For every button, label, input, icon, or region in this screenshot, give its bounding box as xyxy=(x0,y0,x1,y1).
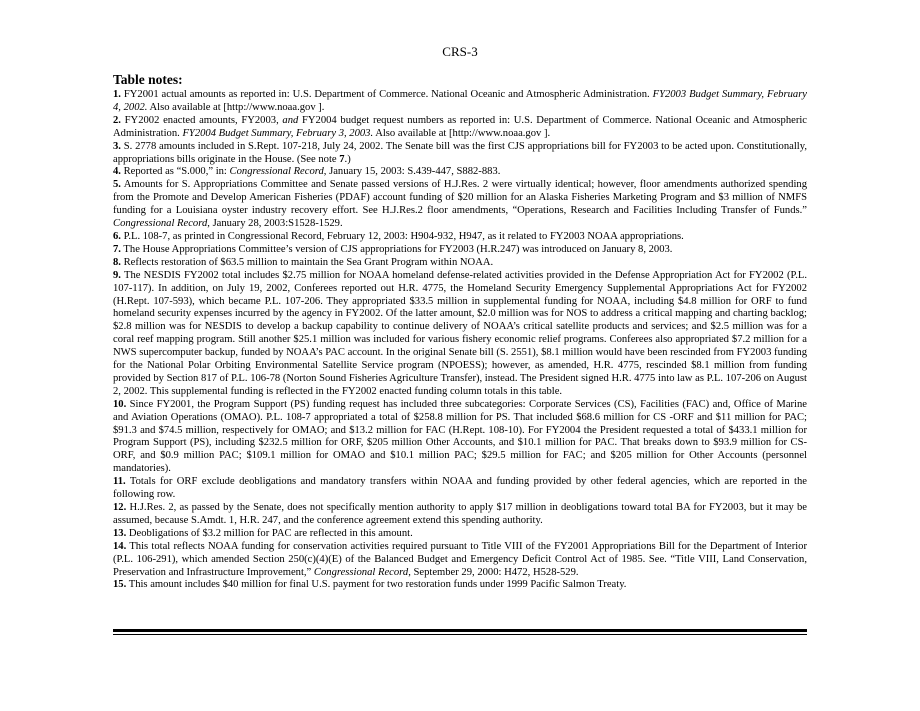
note-text: , September 29, 2000: H472, H528-529. xyxy=(408,566,579,578)
note-text: FY2002 enacted amounts, FY2003, xyxy=(124,114,283,126)
note-text: FY2001 actual amounts as reported in: U.S. Department of Commerce. National Oceanic and Atmospheric Administration. xyxy=(123,89,653,100)
note-number: 4. xyxy=(113,166,121,178)
note-text: Congressional Record xyxy=(229,166,324,178)
note-text: This amount includes $40 million for final U.S. payment for two restoration funds under 1999 Pacific Salmon Treaty. xyxy=(128,579,627,591)
note-text: Reported as “S.000,” in: xyxy=(123,166,230,178)
note-item xyxy=(113,166,807,179)
note-item xyxy=(113,270,807,399)
note-number: 9. xyxy=(113,269,121,281)
note-text: Reflects restoration of $63.5 million to maintain the Sea Grant Program within NOAA. xyxy=(123,256,494,268)
note-text: FY2003 Budget Summary, February 4, 2002. xyxy=(113,89,808,113)
note-number: 3. xyxy=(113,140,121,152)
table-notes xyxy=(113,72,807,592)
note-text: , January 15, 2003: S.439-447, S882-883. xyxy=(323,166,501,178)
note-item xyxy=(113,231,807,244)
note-text: and xyxy=(282,114,299,126)
note-number: 2. xyxy=(113,114,121,126)
note-text: The House Appropriations Committee’s version of CJS appropriations for FY2003 (H.R.247) was introduced on January 8, 2003. xyxy=(123,243,673,255)
note-text: Deobligations of $3.2 million for PAC are reflected in this amount. xyxy=(128,527,413,539)
note-number: 6. xyxy=(113,230,121,242)
note-item xyxy=(113,89,807,115)
note-text: Totals for ORF exclude deobligations and mandatory transfers within NOAA and funding provided by other federal agencies, which are reported in the following row. xyxy=(113,476,807,501)
note-number: 14. xyxy=(113,540,127,552)
note-number: 8. xyxy=(113,256,121,268)
note-text: , January 28, 2003:S1528-1529. xyxy=(207,218,343,230)
note-number: 11. xyxy=(113,476,126,488)
note-text: Also available at [http://www.noaa.gov ]. xyxy=(373,127,551,139)
note-item xyxy=(113,528,807,541)
note-item xyxy=(113,579,807,592)
note-item xyxy=(113,541,807,580)
note-text: P.L. 108-7, as printed in Congressional Record, February 12, 2003: H904-932, H947, as it related to FY2003 NOAA appropriations. xyxy=(123,230,684,242)
note-text: Amounts for S. Appropriations Committee and Senate passed versions of H.J.Res. 2 were virtually identical; however, floor amendments authorized spending from the Promote and Develop American Fisheries (PDAF) account funding of $20 million for an Alaska Fisheries Marketing Program and $3 million of NMFS funding for a Louisiana oyster industry recovery effort. See H.J.Res.2 floor amendments, “Operations, Research and Facilities Including Transfer of Funds.” xyxy=(113,179,807,217)
note-text: H.J.Res. 2, as passed by the Senate, does not specifically mention authority to apply $17 million in deobligations toward total BA for FY2003, but it may be assumed, because S.Amdt. 1, H.R. 247, and the conference agreement extend this spending authority. xyxy=(113,502,807,526)
note-item xyxy=(113,115,807,141)
note-item xyxy=(113,399,807,476)
note-item xyxy=(113,257,807,270)
note-text: This total reflects NOAA funding for conservation activities required pursuant to Title VIII of the FY2001 Appropriations Bill for the Department of Interior (P.L. 106-291), which amended Section 250(c)(4)(E) of the Balanced Budget and Emergency Deficit Control Act of 1985. See. “Title VIII, Land Conservation, Preservation and Infrastructure Improvement,” xyxy=(113,540,807,578)
note-text: Also available at [http://www.noaa.gov ]. xyxy=(147,101,325,113)
note-number: 15. xyxy=(113,579,127,591)
note-text: .) xyxy=(344,153,351,165)
notes-title: Table notes: xyxy=(113,72,183,87)
note-text: S. 2778 amounts included in S.Rept. 107-218, July 24, 2002. The Senate bill was the first CJS appropriations bill for FY2003 to be acted upon. Constitutionally, appropriations bills originate in the House. (See note xyxy=(113,140,807,165)
footer-rule-thin xyxy=(113,634,807,635)
note-number: 10. xyxy=(113,398,127,410)
note-number: 7. xyxy=(113,243,121,255)
note-text: Since FY2001, the Program Support (PS) funding request has included three subcategories: Corporate Services (CS), Facilities (FAC) and, Office of Marine and Aviation Operations (OMAO). P.L. 108-7 appropriated a total of $258.8 million for PS. That included $68.6 million for CS -ORF and $11 million for PAC; $91.3 and $74.5 million, respectively for OMAO; and $13.2 million for FAC (H.Rept. 108-10). For FY2004 the President requested a total of $433.1 million for Program Support (PS), including $232.5 million for ORF, $205 million Other Accounts, and $10.1 million for PAC. That breaks down to $93.9 million for CS-ORF, and $0.9 million PAC; $109.1 million for OMAO and $10.1 million PAC; $29.5 million for FAC; and $205 million for Other Accounts (personnel mandatories). xyxy=(113,398,807,475)
notes-list xyxy=(113,89,807,592)
note-item xyxy=(113,179,807,231)
note-item xyxy=(113,476,807,502)
note-text: The NESDIS FY2002 total includes $2.75 million for NOAA homeland defense-related activities provided in the Defense Appropriation Act for FY2002 (P.L. 107-117). In addition, on July 19, 2002, Conferees reported out H.R. 4775, the Homeland Security Emergency Supplemental Appropriations Act for FY2002 (H.Rept. 107-593), which became P.L. 107-206. They appropriated $33.5 million in supplemental funding for NOAA, including $4.8 million for ORF to fund homeland security expenses incurred by the agency in FY2002. Of the latter amount, $2.0 million was for NOS to address a critical mapping and charting backlog; $2.8 million was for NESDIS to develop a backup capability to continue delivery of NOAA’s critical satellite products and services; and $2.5 million was for a coral reef mapping program. Still another $25.1 million was included for various fishery economic relief programs. Conferees also appropriated $7.2 million for a NWS supercomputer backup, funded by NOAA’s PAC account. In the original Senate bill (S. 2551), $8.1 million would have been rescinded from FY2003 funding for the National Polar Orbiting Environmental Satellite Service program (NPOESS); however, as amended, H.R. 4775, rescinded $8.1 million from funding provided by Section 817 of P.L. 106-78 (Norton Sound Fisheries Agriculture Transfer), instead. The President signed H.R. 4775 into law as P.L. 107-206 on August 2, 2002. This supplemental funding is reflected in the FY2002 enacted funding column totals in this table. xyxy=(113,269,807,397)
note-number: 1. xyxy=(113,89,121,100)
note-text: 7 xyxy=(339,153,345,165)
note-item xyxy=(113,502,807,528)
note-number: 12. xyxy=(113,502,127,513)
note-item xyxy=(113,141,807,167)
note-text: Congressional Record xyxy=(113,218,208,230)
note-number: 13. xyxy=(113,527,127,539)
note-text: Congressional Record xyxy=(313,566,409,578)
note-number: 5. xyxy=(113,179,121,191)
footer-rule-thick xyxy=(113,629,807,632)
note-text: FY2004 budget request numbers as reported in: U.S. Department of Commerce. National Oceanic and Atmospheric Administration. xyxy=(113,114,807,139)
note-text: FY2004 Budget Summary, February 3, 2003. xyxy=(182,127,374,139)
page-header: CRS-3 xyxy=(442,44,478,59)
note-item xyxy=(113,244,807,257)
